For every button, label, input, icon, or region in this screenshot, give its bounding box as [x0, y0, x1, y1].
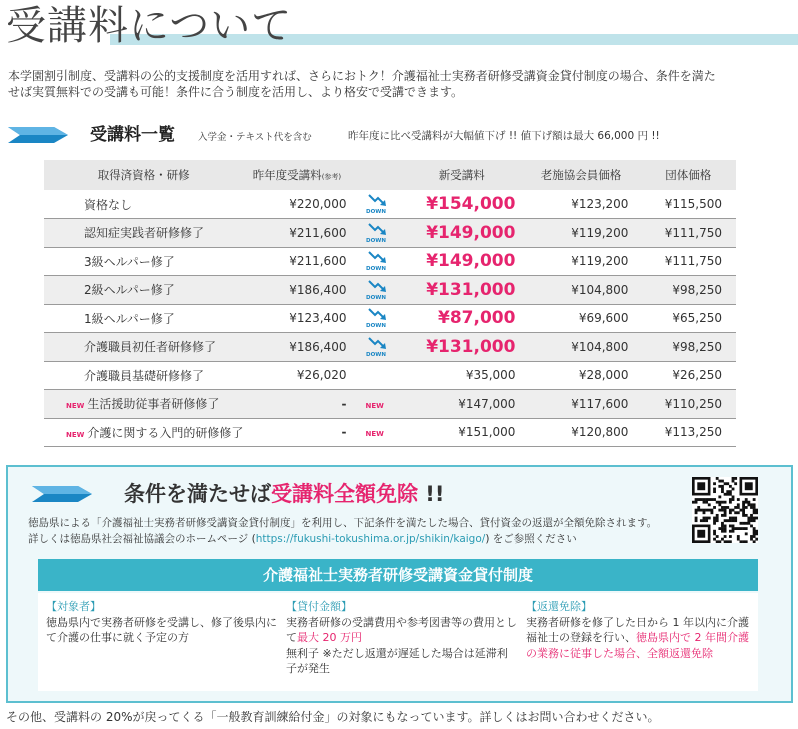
table-row	[44, 361, 736, 390]
header-prev-fee-label: 昨年度受講料	[252, 168, 322, 182]
change-mark-cell	[350, 190, 401, 219]
intro-text	[8, 68, 792, 100]
waiver-reference	[28, 531, 577, 546]
new-badge: NEW	[365, 430, 384, 439]
new-fee-value: ¥149,000	[426, 222, 516, 243]
change-mark-cell	[350, 418, 401, 447]
waiver-reference-link[interactable]: https://fukushi-tokushima.or.jp/shikin/kaigo/	[255, 533, 486, 545]
prev-fee-cell: -	[243, 390, 350, 419]
table-row	[44, 304, 736, 333]
new-fee-cell	[402, 276, 522, 305]
loan-amount-label: 【貸付金額】	[286, 600, 352, 613]
new-fee-value: ¥131,000	[426, 279, 516, 300]
footer-note: その他、受講料の 20%が戻ってくる「一般教育訓練給付金」の対象にもなっています。詳しくはお問い合わせください。	[6, 710, 660, 724]
change-mark-cell	[350, 276, 401, 305]
new-fee-value: ¥147,000	[458, 396, 516, 411]
member-price-cell: ¥119,200	[521, 247, 640, 276]
qualification-name: 3級ヘルパー修了	[84, 254, 175, 269]
loan-amount-column	[278, 593, 518, 691]
qualification-name: 生活援助従事者研修修了	[87, 397, 220, 412]
repayment-waiver-text	[526, 615, 758, 662]
qualification-cell	[44, 247, 243, 276]
new-fee-value: ¥149,000	[426, 251, 516, 272]
new-fee-cell	[402, 190, 522, 219]
group-price-cell: ¥26,250	[640, 361, 736, 390]
new-fee-cell	[402, 219, 522, 248]
eligibility-label: 【対象者】	[46, 600, 101, 613]
group-price-cell: ¥65,250	[640, 304, 736, 333]
qualification-cell	[44, 276, 243, 305]
down-arrow-icon	[363, 250, 389, 272]
qualification-cell	[44, 190, 243, 219]
loan-amount-text-a: 実務者研修の受講費用や参考図書等の費用として	[286, 615, 517, 644]
waiver-header	[32, 479, 632, 511]
table-row	[44, 276, 736, 305]
intro-line-2: せば実質無料での受講も可能！条件に合う制度を活用し、より格安で受講できます。	[8, 85, 464, 99]
prev-fee-cell: ¥186,400	[243, 333, 350, 362]
member-price-cell: ¥69,600	[521, 304, 640, 333]
repayment-waiver-label: 【返還免除】	[526, 600, 592, 613]
member-price-cell: ¥120,800	[521, 418, 640, 447]
down-arrow-icon	[363, 279, 389, 301]
new-badge: NEW	[66, 430, 85, 439]
qualification-cell	[44, 390, 243, 419]
table-row	[44, 333, 736, 362]
down-arrow-icon	[363, 193, 389, 215]
new-fee-cell	[402, 247, 522, 276]
group-price-cell: ¥98,250	[640, 333, 736, 362]
down-label: DOWN	[366, 237, 387, 244]
qualification-cell	[44, 333, 243, 362]
fee-section-note: 昨年度に比べ受講料が大幅値下げ !! 値下げ額は最大 66,000 円 !!	[348, 130, 660, 142]
fee-table-header	[44, 160, 736, 190]
change-mark-cell	[350, 247, 401, 276]
table-row	[44, 219, 736, 248]
chevron-right-icon	[32, 486, 96, 502]
loan-program-title: 介護福祉士実務者研修受講資金貸付制度	[38, 559, 758, 591]
new-fee-cell	[402, 390, 522, 419]
new-badge: NEW	[66, 402, 85, 411]
header-member-price: 老施協会員価格	[521, 160, 640, 190]
new-fee-cell	[402, 361, 522, 390]
change-mark-cell	[350, 390, 401, 419]
change-mark-cell	[350, 361, 401, 390]
intro-line-1: 本学園割引制度、受講料の公的支援制度を活用すれば、さらにおトク！介護福祉士実務者研修受講資金貸付制度の場合、条件を満た	[8, 69, 716, 83]
prev-fee-cell: ¥211,600	[243, 247, 350, 276]
qualification-cell	[44, 219, 243, 248]
prev-fee-cell: -	[243, 418, 350, 447]
fee-section-header	[8, 124, 792, 146]
prev-fee-cell: ¥211,600	[243, 219, 350, 248]
header-group-price: 団体価格	[640, 160, 736, 190]
down-label: DOWN	[366, 294, 387, 301]
group-price-cell: ¥110,250	[640, 390, 736, 419]
page-header	[0, 0, 798, 52]
group-price-cell: ¥115,500	[640, 190, 736, 219]
page-title: 受講料について	[6, 3, 293, 49]
eligibility-text: 徳島県内で実務者研修を受講し、修了後県内にて介護の仕事に就く予定の方	[46, 615, 277, 644]
chevron-right-icon	[8, 127, 72, 143]
member-price-cell: ¥123,200	[521, 190, 640, 219]
waiver-title-pre: 条件を満たせば	[124, 482, 271, 506]
down-arrow-icon	[363, 222, 389, 244]
prev-fee-cell: ¥123,400	[243, 304, 350, 333]
change-mark-cell	[350, 333, 401, 362]
down-arrow-icon	[363, 336, 389, 358]
new-fee-value: ¥154,000	[426, 194, 516, 214]
member-price-cell: ¥104,800	[521, 276, 640, 305]
new-fee-value: ¥151,000	[458, 425, 516, 440]
qualification-cell	[44, 418, 243, 447]
group-price-cell: ¥111,750	[640, 247, 736, 276]
waiver-description: 徳島県による「介護福祉士実務者研修受講資金貸付制度」を利用し、下記条件を満たした場合、貸付資金の返還が全額免除されます。	[28, 517, 658, 529]
qualification-name: 資格なし	[84, 197, 133, 212]
group-price-cell: ¥113,250	[640, 418, 736, 447]
table-row	[44, 390, 736, 419]
header-new-fee: 新受講料	[402, 160, 522, 190]
down-label: DOWN	[366, 351, 387, 358]
qualification-name: 介護に関する入門的研修修了	[87, 425, 244, 440]
qualification-name: 介護職員初任者研修修了	[84, 340, 217, 355]
member-price-cell: ¥104,800	[521, 333, 640, 362]
fee-table	[44, 160, 736, 447]
qualification-name: 2級ヘルパー修了	[84, 283, 175, 298]
group-price-cell: ¥111,750	[640, 219, 736, 248]
down-label: DOWN	[366, 266, 387, 273]
eligibility-column	[38, 593, 278, 691]
new-fee-cell	[402, 304, 522, 333]
header-prev-fee	[243, 160, 350, 190]
repayment-waiver-column	[518, 593, 758, 691]
fee-waiver-box	[6, 465, 793, 703]
new-fee-cell	[402, 418, 522, 447]
member-price-cell: ¥119,200	[521, 219, 640, 248]
prev-fee-cell: ¥26,020	[243, 361, 350, 390]
qualification-name: 認知症実践者研修修了	[84, 226, 205, 241]
loan-interest-text: 無利子 ※ただし返還が遅延した場合は延滞利子が発生	[286, 646, 508, 675]
waiver-title-post: !!	[418, 482, 445, 506]
new-fee-value: ¥87,000	[438, 308, 516, 329]
loan-amount-text	[286, 615, 518, 646]
header-arrow	[350, 160, 401, 190]
waiver-reference-pre: 詳しくは徳島県社会福祉協議会のホームページ (	[28, 533, 256, 545]
qualification-cell	[44, 304, 243, 333]
table-row	[44, 247, 736, 276]
repayment-waiver-text-a: 実務者研修を修了した日から 1 年以内に介護福祉士の登録を行い、	[526, 615, 749, 644]
waiver-title	[124, 479, 444, 509]
fee-section-subtitle: 入学金・テキスト代を含む	[198, 132, 312, 143]
qualification-name: 介護職員基礎研修修了	[84, 368, 205, 383]
change-mark-cell	[350, 219, 401, 248]
waiver-title-highlight: 受講料全額免除	[271, 482, 418, 506]
loan-amount-value: 最大 20 万円	[297, 631, 362, 644]
new-fee-value: ¥35,000	[465, 368, 516, 383]
group-price-cell: ¥98,250	[640, 276, 736, 305]
down-label: DOWN	[366, 209, 387, 215]
header-prev-fee-note: (参考)	[321, 173, 342, 181]
header-qualification: 取得済資格・研修	[44, 160, 243, 190]
table-row	[44, 418, 736, 447]
qr-code[interactable]	[692, 477, 758, 543]
repayment-waiver-condition: 徳島県内で 2 年間介護の業務に従事した場合、全額返還免除	[526, 631, 749, 660]
prev-fee-cell: ¥220,000	[243, 190, 350, 219]
table-row	[44, 190, 736, 219]
prev-fee-cell: ¥186,400	[243, 276, 350, 305]
member-price-cell: ¥28,000	[521, 361, 640, 390]
change-mark-cell	[350, 304, 401, 333]
new-fee-cell	[402, 333, 522, 362]
down-arrow-icon	[363, 307, 389, 329]
member-price-cell: ¥117,600	[521, 390, 640, 419]
qualification-name: 1級ヘルパー修了	[84, 311, 175, 326]
down-label: DOWN	[366, 323, 387, 330]
new-fee-value: ¥131,000	[426, 336, 516, 357]
waiver-reference-post: ) をご参照ください	[485, 533, 577, 545]
fee-section-title: 受講料一覧	[90, 125, 175, 145]
new-badge: NEW	[365, 401, 384, 410]
qualification-cell	[44, 361, 243, 390]
